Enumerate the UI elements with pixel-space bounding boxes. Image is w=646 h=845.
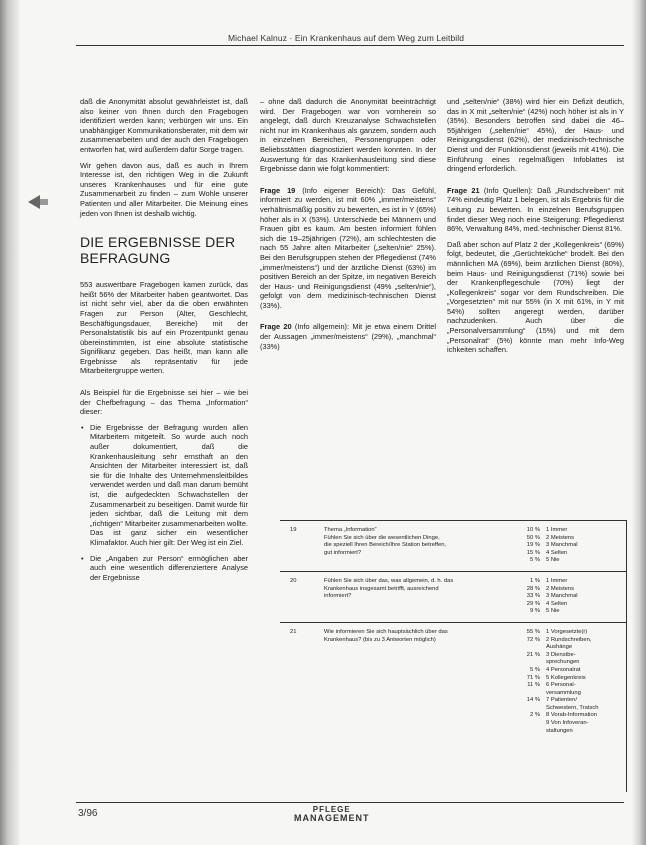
paragraph: Wir gehen davon aus, daß es auch in Ihrem Interesse ist, den richtigen Weg in die Zukunft unseres Krankenhauses und für eine gute Zusammenarbeit zu finden – zum Wohle unserer Patienten und aller Mitarbeiter. Die Meinung eines jeden von Ihnen ist deshalb wichtig. — [80, 160, 248, 218]
percent-value: 1 % — [530, 577, 540, 584]
percent-value: 5 % — [530, 557, 540, 564]
percent-value — [506, 705, 540, 713]
percent-value: 21 % — [526, 651, 540, 658]
question-text — [324, 527, 506, 565]
question-number: 20 — [290, 577, 297, 584]
bullet-item: • Die Ergebnisse der Befragung wurden allen Mitarbeitern mitgeteilt. So wurde auch noch außer dokumentiert, daß die Krankenhausleitung sehr ernsthaft an den Ansichten der Mitarbeiter interessiert ist, daß sie für die Inhalte des Unternehmensleitbildes verwendet werden und daß man darum bemüht ist, die aufgedeckten Schwachstellen der Zusammenarbeit zu beseitigen. Damit wurde für jeden sichtbar, daß die Leitung mit dem „richtigen“ Mitarbeiter zusammenarbeiten wollte. Das ist ganz sicher ein wesentlicher Klimafaktor. Auch hier gilt: Der Weg ist ein Ziel. — [80, 423, 248, 548]
footer-rule — [76, 802, 624, 803]
bullet-list — [80, 423, 248, 583]
question-line: informiert? — [324, 593, 352, 600]
percent-value: 14 % — [526, 697, 540, 704]
paragraph — [260, 186, 436, 311]
percent-value: 19 % — [526, 542, 540, 549]
question-line: Krankenhaus insgesamt betrifft, ausreichend — [324, 585, 439, 592]
page-edge-shadow — [632, 0, 646, 845]
question-label: Frage 19 — [260, 185, 296, 195]
answer-option: 3 Manchmal — [546, 593, 578, 600]
answer-option: Aushänge — [546, 644, 573, 651]
header-rule — [76, 45, 624, 46]
percent-value: 71 % — [526, 674, 540, 681]
question-line: Fühlen Sie sich über die wesentlichen Dinge, — [324, 534, 440, 541]
percent-value — [506, 659, 540, 667]
paragraph-text: (Info allgemein): Mit je etwa einem Drittel der Aussagen „immer/meistens“ (29%), „manchmal“ (33%) — [260, 322, 436, 351]
answer-option: Schwestern, Tratsch — [546, 704, 599, 711]
column-2 — [260, 97, 436, 357]
answer-option: 4 Personalrat — [546, 666, 581, 673]
page-number: 3/96 — [78, 808, 98, 819]
paragraph-text: (Info eigener Bereich): Das Gefühl, informiert zu werden, ist mit 60% „immer/meistens“ verhältnismäßig positiv zu bewerten, es ist in Y (65%) höher als in X (53%). Unterschiede bei Männern und Frauen gibt es kaum. Am besten informiert fühlen sich die 19–25jährigen (72%), am schlechtesten die nach 55 Jahre alten Mitarbeiter („selten/nie“ 25%). Bei den Berufsgruppen stehen der Pflegedienst (74% „immer/meistens“) und der ärztliche Dienst (63%) im positiven Bereich an der Spitze, im negativen Bereich der Haus- und Reinigungsdienst (49% „selten/nie“), gefolgt von dem medizinisch-technischen Dienst (33%). — [260, 185, 437, 310]
question-line: Thema „Information“ — [324, 527, 377, 533]
answer-option: 4 Selten — [546, 549, 568, 556]
answer-column — [546, 527, 626, 565]
answer-option: sprechungen — [546, 659, 580, 666]
percent-column — [506, 578, 546, 616]
percent-value — [506, 644, 540, 652]
paragraph — [260, 322, 436, 351]
answer-option: 5 Nie — [546, 608, 560, 615]
answer-option: 2 Meistens — [546, 585, 575, 592]
answer-option: 2 Rundschreiben, — [546, 636, 592, 643]
answer-option: 3 Manchmal — [546, 542, 578, 549]
magazine-logo — [294, 806, 370, 822]
answer-option: 6 Personal- — [546, 682, 576, 689]
percent-value: 5 % — [530, 666, 540, 673]
percent-value — [506, 728, 540, 736]
percent-value: 10 % — [526, 527, 540, 533]
percent-value: 11 % — [527, 682, 540, 689]
paragraph-text: (Info Quellen): Daß „Rundschreiben“ mit 74% eindeutig Platz 1 belegen, ist als Ergebnis für die Leitung zu bewerten. In einzelnen Berufsgruppen findet dieser Weg noch eine Steigerung: Pflegedienst 86%, Verwaltung 84%, med.-technischer Dienst 81%. — [447, 185, 624, 234]
percent-value: 55 % — [526, 628, 540, 635]
running-header: Michael Kalnuz · Ein Krankenhaus auf dem Weg zum Leitbild — [228, 33, 465, 43]
paragraph: Daß aber schon auf Platz 2 der „Kollegenkreis“ (69%) folgt, bedeutet, die „Gerüchteküche“ brodelt. Bei den männlichen MA (69%), beim ärztlichen Dienst (80%), beim Haus- und Reinigungsdienst (71%) sowie bei der Krankenpflegeschule (70%) liegt der „Kollegenkreis“ sogar vor dem Rundschreiben. Die „Vorgesetzten“ mit nur 55% (in X mit 61%, in Y mit 54%) sollten angeregt werden, darüber nachzudenken. Auch über die „Personalversammlung“ (15%) und mit dem „Personalrat“ (5%) könnte man mehr Info-Weg ichkeiten schaffen. — [447, 239, 624, 355]
question-text — [324, 629, 506, 735]
question-line: Krankenhaus? (bis zu 3 Antworten möglich) — [324, 636, 436, 643]
paragraph: daß die Anonymität absolut gewährleistet ist, daß also keiner von Ihnen durch den Fragebogen identifiziert werden kann; verbürgen wir uns. Ein unabhängiger Kommunikationsberater, mit dem wir zusammenarbeiten und der auch den Fragebogen entworfen hat, wird außerdem dafür Sorge tragen. — [80, 97, 248, 154]
question-label: Frage 20 — [260, 322, 292, 332]
question-text — [324, 578, 506, 616]
paragraph: und „selten/nie“ (38%) wird hier ein Defizit deutlich, das in X mit „selten/nie“ (42%) noch höher ist als in Y (35%). Besonders betroffen sind dabei die 46–55jährigen („selten/nie“ 45%), der Haus- und Reinigungsdienst (62%), der medizinisch-technische Dienst und der Funktionsdienst (jeweils mit 41%). Die Einführung eines regelmäßigen Infoblattes ist dringend erforderlich. — [447, 97, 624, 174]
column-1 — [80, 97, 248, 588]
paragraph: 553 auswertbare Fragebogen kamen zurück, das heißt 56% der Mitarbeiter haben geantwortet. Das ist nicht sehr viel, aber da die oben erwähnten Fragen zur Person (Alter, Geschlecht, Beschäftigungsdauer, Bereiche) mit der Personalstatistik bis auf ein Prozentpunkt genau übereinstimmten, ist eine absolute statistische Signifikanz gegeben. Das heißt, man kann alle Ergebnisse als repräsentativ für jede Mitarbeitergruppe werten. — [80, 280, 248, 376]
column-3 — [447, 97, 624, 361]
questionnaire-table — [280, 520, 626, 741]
table-row — [280, 571, 626, 622]
percent-value — [506, 690, 540, 698]
percent-value: 15 % — [526, 549, 540, 556]
percent-value: 50 % — [526, 534, 540, 541]
percent-column — [506, 629, 546, 735]
answer-column — [546, 578, 626, 616]
answer-option: 1 Vorgesetzte(r) — [546, 628, 588, 635]
question-line: die speziell Ihren Bereich/Ihre Station betreffen, — [324, 542, 447, 549]
percent-value: 33 % — [526, 593, 540, 600]
percent-value: 72 % — [526, 636, 540, 643]
question-number: 21 — [290, 628, 297, 635]
percent-value: 9 % — [530, 608, 540, 615]
question-number: 19 — [290, 527, 297, 533]
table-row — [280, 520, 626, 571]
percent-value: 29 % — [526, 600, 540, 607]
question-line: Fühlen Sie sich über das, was allgemein, d. h. das — [324, 577, 454, 584]
question-line: gut informiert? — [324, 549, 362, 556]
answer-option: 1 Immer — [546, 527, 568, 533]
answer-option: 2 Meistens — [546, 534, 575, 541]
answer-option: versammlung — [546, 689, 581, 696]
paragraph: – ohne daß dadurch die Anonymität beeinträchtigt wird. Der Fragebogen war von vornherein so angelegt, daß durch Kreuzanalyse Schwachstellen nicht nur im Krankenhaus als ganzem, sondern auch in einzelnen Bereichen, Personengruppen oder Beliebsstätten diagnostiziert werden konnten. In der Auswertung für das Krankenhausleitung sind diese Ergebnisse dann wie folgt kommentiert: — [260, 97, 436, 174]
paragraph: Als Beispiel für die Ergebnisse sei hier – wie bei der Chefbefragung – das Thema „Information“ dieser: — [80, 388, 248, 417]
book-binding-shadow — [0, 0, 20, 845]
logo-line: PFLEGE — [312, 805, 351, 814]
answer-option: 7 Patienten/ — [546, 697, 577, 704]
section-heading: DIE ERGEBNISSE DER BEFRAGUNG — [80, 234, 236, 267]
answer-column — [546, 629, 626, 735]
paragraph — [447, 186, 624, 234]
answer-option: 1 Immer — [546, 577, 568, 584]
question-label: Frage 21 — [447, 185, 480, 195]
answer-option: 9 Von Infoveran- — [546, 720, 589, 727]
answer-option: 3 Dienstbe- — [546, 651, 576, 658]
bullet-item: • Die „Angaben zur Person“ ermöglichen aber auch eine wesentlich differenziertere Analyse der Ergebnisse — [80, 554, 248, 583]
answer-option: 5 Kollegenkreis — [546, 674, 586, 681]
answer-option: 8 Vorab-Information — [546, 712, 597, 719]
percent-value — [506, 720, 540, 728]
table-row — [280, 622, 626, 741]
logo-line: MANAGEMENT — [294, 813, 370, 823]
margin-arrow-icon — [28, 194, 48, 210]
percent-value: 2 % — [530, 712, 540, 719]
answer-option: staltungen — [546, 727, 573, 734]
answer-option: 4 Selten — [546, 600, 568, 607]
answer-option: 5 Nie — [546, 557, 560, 564]
question-line: Wie informieren Sie sich hauptsächlich über das — [324, 628, 448, 635]
percent-column — [506, 527, 546, 565]
percent-value: 28 % — [526, 585, 540, 592]
